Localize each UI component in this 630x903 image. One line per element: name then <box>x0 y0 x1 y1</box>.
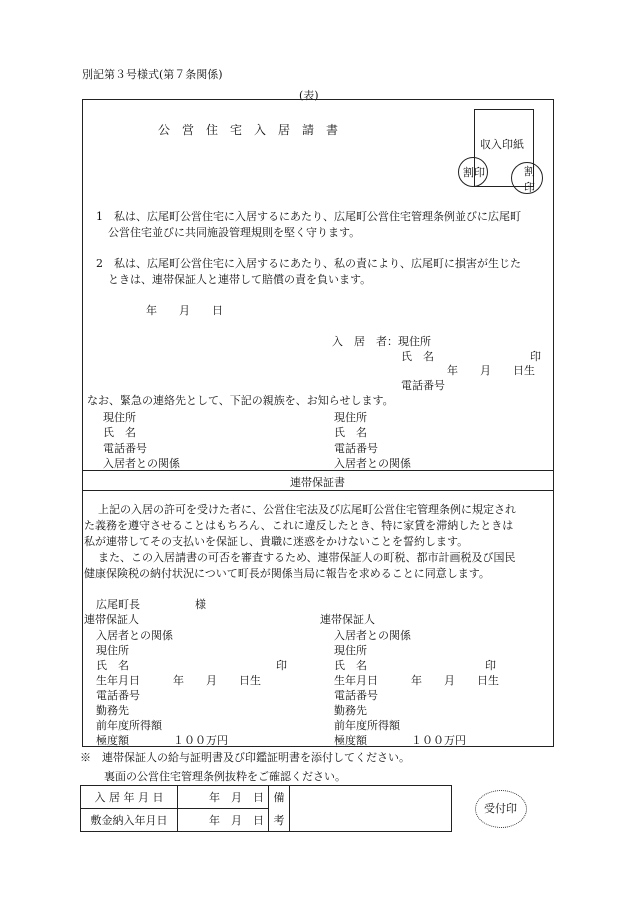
guarantor-2-phone: 電話番号 <box>334 689 378 702</box>
guarantor-1-name: 氏 名 <box>96 659 129 672</box>
guarantor-2-birth: 生年月日 年 月 日生 <box>334 674 499 687</box>
tenant-phone-label: 電話番号 <box>401 379 445 392</box>
emergency-1-address: 現住所 <box>103 411 136 424</box>
guarantor-2-seal: 印 <box>485 659 496 672</box>
guarantor-para-1-line-3: 私が連帯してその支払いを保証し、貴職に迷惑をかけないことを誓約します。 <box>84 535 469 548</box>
deposit-date-value: 年 月 日 <box>178 809 269 832</box>
guarantor-1-seal: 印 <box>276 659 287 672</box>
move-in-table <box>80 785 452 832</box>
tenant-seal: 印 <box>530 350 541 363</box>
date-line: 年 月 日 <box>146 304 223 317</box>
guarantor-heading: 連帯保証書 <box>290 476 345 489</box>
side-label: (表) <box>299 89 319 102</box>
note-ordinance: 裏面の公営住宅管理条例抜粋をご確認ください。 <box>104 770 346 783</box>
guarantor-1-label: 連帯保証人 <box>84 613 139 626</box>
tenant-name-label: 氏 名 <box>401 350 434 363</box>
pledge-1-line-2: 公営住宅並びに共同施設管理規則を堅く守ります。 <box>108 226 361 239</box>
pledge-2-line-1: 2 私は、広尾町公営住宅に入居するにあたり、私の責により、広尾町に損害が生じた <box>96 257 521 270</box>
tenant-address-label: 入 居 者：現住所 <box>332 335 431 348</box>
form-frame <box>82 99 554 747</box>
guarantor-1-relation: 入居者との関係 <box>96 629 173 642</box>
emergency-1-relation: 入居者との関係 <box>103 457 180 470</box>
guarantor-2-income: 前年度所得額 <box>334 719 400 732</box>
guarantor-1-income: 前年度所得額 <box>96 719 162 732</box>
emergency-2-relation: 入居者との関係 <box>334 457 411 470</box>
guarantor-2-relation: 入居者との関係 <box>334 629 411 642</box>
tally-seal-right-label-2: 印 <box>524 181 535 194</box>
guarantor-2-name: 氏 名 <box>334 659 367 672</box>
move-in-date-value: 年 月 日 <box>178 786 269 809</box>
mayor-address: 広尾町長 様 <box>96 598 206 611</box>
pledge-2-line-2: ときは、連帯保証人と連帯して賠償の責を負います。 <box>108 273 372 286</box>
tally-seal-left-label: 割印 <box>463 166 485 179</box>
section-divider-bottom <box>82 490 554 491</box>
remarks-label-2: 考 <box>269 809 290 832</box>
guarantor-para-1-line-2: た義務を遵守させることはもちろん、これに違反したとき、特に家賃を滞納したときは <box>84 519 514 532</box>
emergency-1-phone: 電話番号 <box>103 442 147 455</box>
guarantor-2-limit: 極度額 １００万円 <box>334 734 466 747</box>
section-divider-top <box>82 470 554 471</box>
emergency-2-name: 氏 名 <box>334 426 367 439</box>
tally-seal-right-label-1: 割 <box>524 165 535 178</box>
emergency-1-name: 氏 名 <box>103 426 136 439</box>
deposit-date-label: 敷金納入年月日 <box>81 809 178 832</box>
move-in-date-label: 入 居 年 月 日 <box>81 786 178 809</box>
pledge-1-line-1: 1 私は、広尾町公営住宅に入居するにあたり、広尾町公営住宅管理条例並びに広尾町 <box>96 210 521 223</box>
guarantor-1-work: 勤務先 <box>96 704 129 717</box>
guarantor-1-limit: 極度額 １００万円 <box>96 734 228 747</box>
note-attachments: ※ 連帯保証人の給与証明書及び印鑑証明書を添付してください。 <box>80 751 410 764</box>
guarantor-para-2-line-1: また、この入居請書の可否を審査するため、連帯保証人の町税、都市計画税及び国民 <box>98 551 516 564</box>
revenue-stamp-label: 収入印紙 <box>480 138 524 151</box>
remarks-label-1: 備 <box>269 786 290 809</box>
receipt-stamp-label: 受付印 <box>484 802 517 815</box>
emergency-2-address: 現住所 <box>334 411 367 424</box>
guarantor-2-address: 現住所 <box>334 644 367 657</box>
page-title: 公 営 住 宅 入 居 請 書 <box>158 123 339 137</box>
form-label: 別記第３号様式(第７条関係) <box>82 68 223 81</box>
guarantor-1-address: 現住所 <box>96 644 129 657</box>
tenant-birth: 年 月 日生 <box>447 364 535 377</box>
guarantor-1-phone: 電話番号 <box>96 689 140 702</box>
guarantor-1-birth: 生年月日 年 月 日生 <box>96 674 261 687</box>
guarantor-para-2-line-2: 健康保険税の納付状況について町長が関係当局に報告を求めることに同意します。 <box>84 567 490 580</box>
emergency-2-phone: 電話番号 <box>334 442 378 455</box>
guarantor-2-label: 連帯保証人 <box>320 613 375 626</box>
guarantor-2-work: 勤務先 <box>334 704 367 717</box>
remarks-cell <box>290 786 452 832</box>
guarantor-para-1-line-1: 上記の入居の許可を受けた者に、公営住宅法及び広尾町公営住宅管理条例に規定され <box>98 503 516 516</box>
emergency-note: なお、緊急の連絡先として、下記の親族を、お知らせします。 <box>87 394 394 407</box>
